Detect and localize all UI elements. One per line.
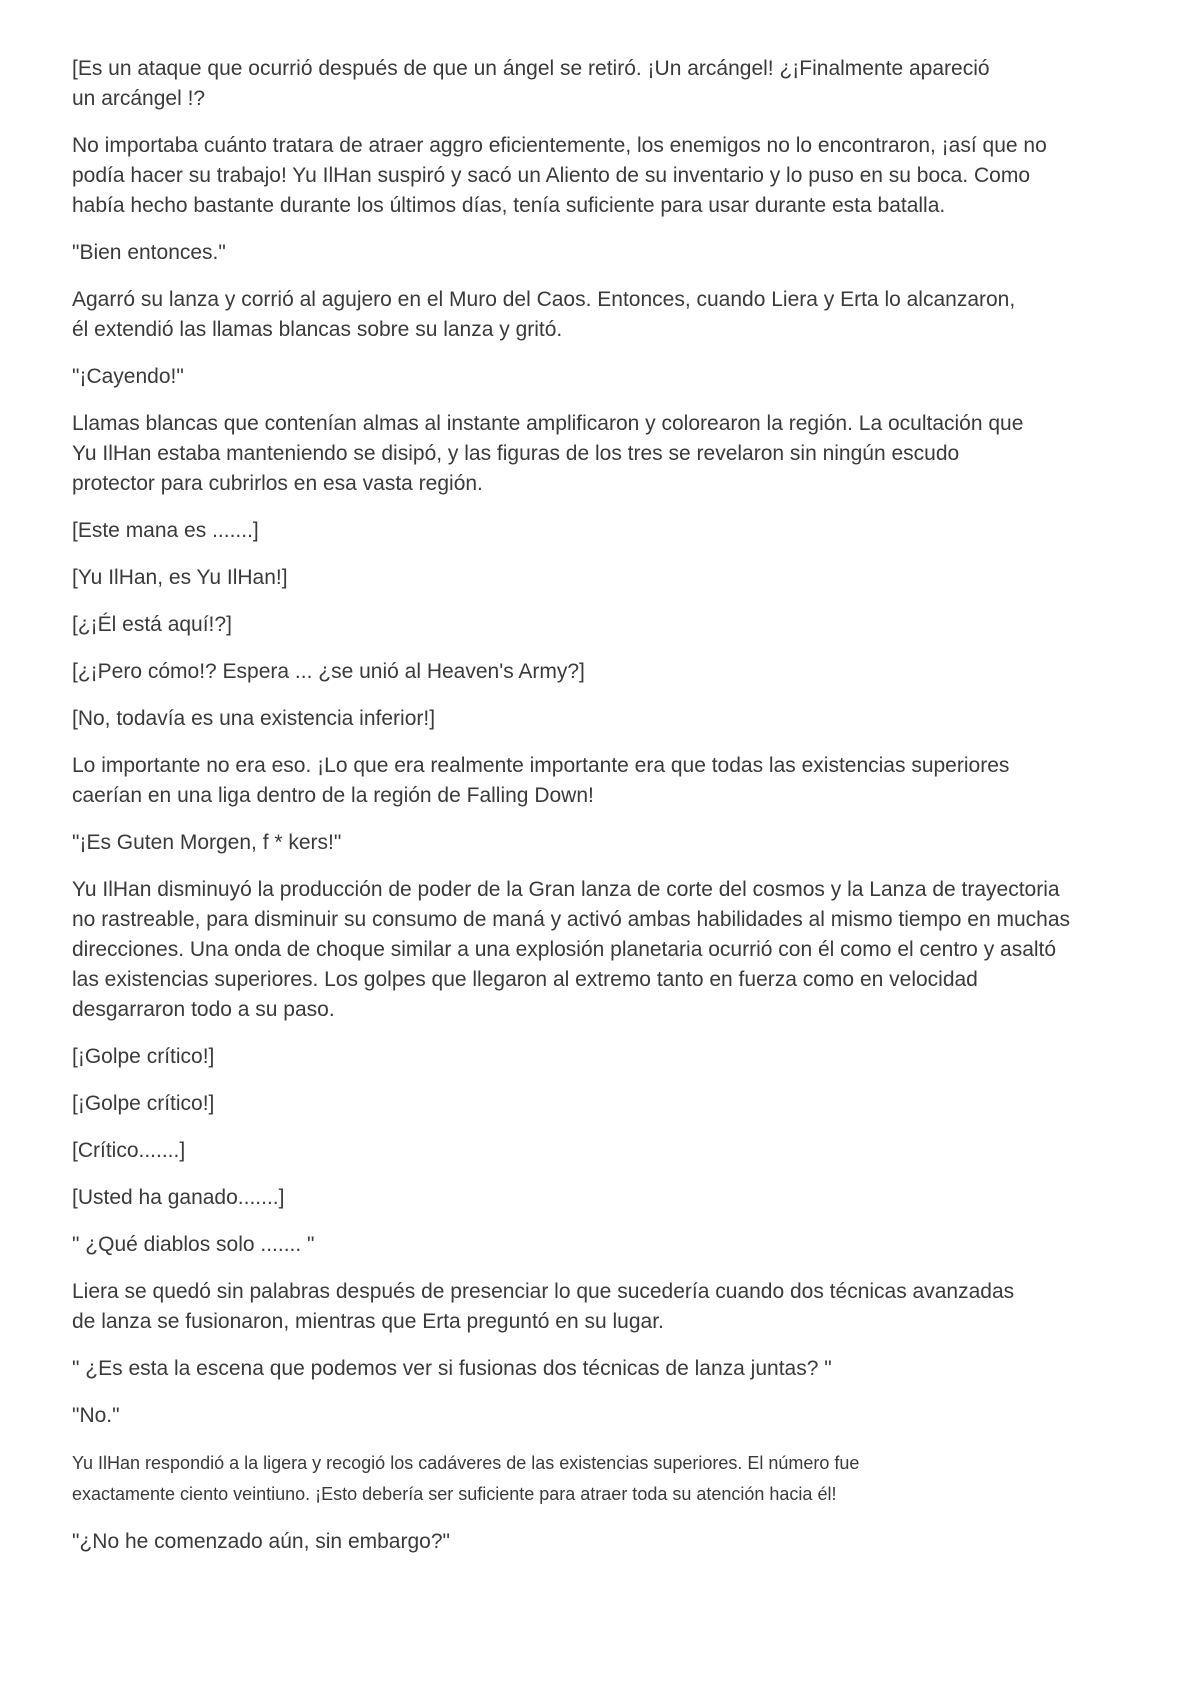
paragraph: [Es un ataque que ocurrió después de que un ángel se retiró. ¡Un arcángel! ¿¡Finalmente apareció un arcángel !? bbox=[72, 57, 990, 110]
paragraph: Lo importante no era eso. ¡Lo que era realmente importante era que todas las existencias superiores caerían en una liga dentro de la región de Falling Down! bbox=[72, 754, 1010, 807]
paragraph: [No, todavía es una existencia inferior!] bbox=[72, 707, 436, 730]
paragraph: "¡Cayendo!" bbox=[72, 365, 184, 388]
paragraph: Yu IlHan disminuyó la producción de poder de la Gran lanza de corte del cosmos y la Lanza de trayectoria no rastreable, para disminuir su consumo de maná y activó ambas habilidades al mismo tiempo en muchas direcciones. Una onda de choque similar a una explosión planetaria ocurrió con él como el centro y asaltó las existencias superiores. Los golpes que llegaron al extremo tanto en fuerza como en velocidad desgarraron todo a su paso. bbox=[72, 878, 1070, 1021]
paragraph: " ¿Qué diablos solo ....... " bbox=[72, 1233, 315, 1256]
paragraph: [¡Golpe crítico!] bbox=[72, 1092, 215, 1115]
paragraph: [¿¡Pero cómo!? Espera ... ¿se unió al Heaven's Army?] bbox=[72, 660, 585, 683]
paragraph: No importaba cuánto tratara de atraer aggro eficientemente, los enemigos no lo encontraron, ¡así que no podía hacer su trabajo! Yu IlHan suspiró y sacó un Aliento de su inventario y lo puso en su boca. Como había hecho bastante durante los últimos días, tenía suficiente para usar durante esta batalla. bbox=[72, 134, 1047, 217]
paragraph: Agarró su lanza y corrió al agujero en el Muro del Caos. Entonces, cuando Liera y Erta lo alcanzaron, él extendió las llamas blancas sobre su lanza y gritó. bbox=[72, 288, 1016, 341]
document-page bbox=[72, 54, 1132, 1574]
paragraph: " ¿Es esta la escena que podemos ver si fusionas dos técnicas de lanza juntas? " bbox=[72, 1357, 832, 1380]
paragraph: "¡Es Guten Morgen, f * kers!" bbox=[72, 831, 342, 854]
paragraph: Llamas blancas que contenían almas al instante amplificaron y colorearon la región. La ocultación que Yu IlHan estaba manteniendo se disipó, y las figuras de los tres se revelaron sin ningún escudo protector para cubrirlos en esa vasta región. bbox=[72, 412, 1024, 495]
paragraph: "¿No he comenzado aún, sin embargo?" bbox=[72, 1530, 450, 1553]
paragraph: [Crítico.......] bbox=[72, 1139, 186, 1162]
paragraph: [Yu IlHan, es Yu IlHan!] bbox=[72, 566, 288, 589]
paragraph: "Bien entonces." bbox=[72, 241, 226, 264]
paragraph: [Este mana es .......] bbox=[72, 519, 259, 542]
paragraph: Yu IlHan respondió a la ligera y recogió los cadáveres de las existencias superiores. El número fue exactamente ciento veintiuno. ¡Esto debería ser suficiente para atraer toda su atención hacia él! bbox=[72, 1453, 860, 1504]
paragraph: [¡Golpe crítico!] bbox=[72, 1045, 215, 1068]
paragraph: Liera se quedó sin palabras después de presenciar lo que sucedería cuando dos técnicas avanzadas de lanza se fusionaron, mientras que Erta preguntó en su lugar. bbox=[72, 1280, 1015, 1333]
paragraph: [¿¡Él está aquí!?] bbox=[72, 613, 232, 636]
paragraph: [Usted ha ganado.......] bbox=[72, 1186, 285, 1209]
paragraph: "No." bbox=[72, 1404, 120, 1427]
